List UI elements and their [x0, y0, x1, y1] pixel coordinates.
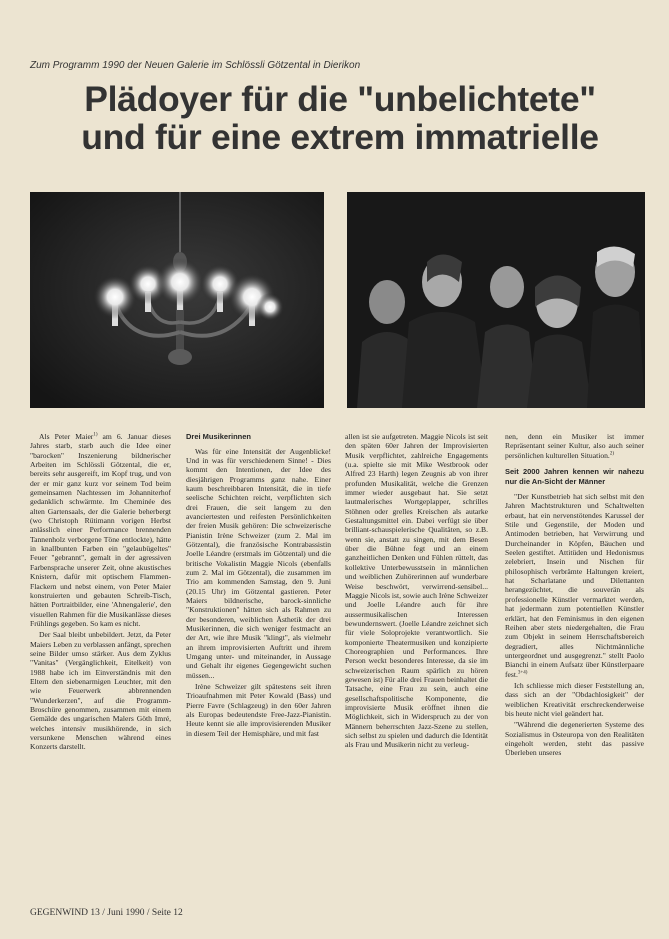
kicker-line: Zum Programm 1990 der Neuen Galerie im Schlössli Götzental in Dierikon: [30, 60, 361, 71]
paragraph: Was für eine Intensität der Augenblicke! Und in was für verschiedenem Sinne! - Dies kommt den Intentionen, der Idee des diesjährigen Programms ganz nahe. Einer kaum beschreibbaren Intensität, die in tiefe seelische Schichten reicht, verpflichten sich drei Frauen, die seit langem zu den avanciertesten und reifesten Persönlichkeiten der freien Musik gehören: Die schweizerische Pianistin Irène Schweizer (zum 2. Mal im Götzental), die französische Kontrabassistin Joelle Léandre (erstmals im Götzental) und die britische Vokalistin Maggie Nicols (ebenfalls zum 2. Mal im Götzental), die zusammen im Trio am kommenden Samstag, den 9. Juni (20.15 Uhr) im Götzental gastieren. Peter Maiers bildnerische, barock-sinnliche "Konstruktionen" hätten sich als Rahmen zu der besonderen, weiblichen Ästhetik der drei Musikerinnen, die sich weniger festmacht an der Art, wie ihre Musik "klingt", als vielmehr an ihrem improvisierten Auftritt und ihrem Umgang unter- und miteinander, in Aussage und Gehalt ihr eigenes Gegengewicht suchen müssen...: [186, 446, 331, 680]
musicians-group-image: [347, 192, 645, 408]
title-line-2: und für eine extrem immatrielle: [81, 117, 599, 157]
text-column-1: [30, 432, 171, 842]
article-title: [30, 80, 650, 156]
section-heading: Drei Musikerinnen: [186, 432, 252, 441]
paragraph: Ich schliesse mich dieser Feststellung an, dass sich an der "Obdachlosigkeit" der weiblichen Kreativität erschreckenderweise bis heute nicht viel geändert hat.: [505, 680, 644, 718]
chandelier-photo: [30, 192, 324, 408]
paragraph: nen, denn ein Musiker ist immer Repräsentant seiner Kultur, also auch seiner persönlichen kulturellen Situation.$^{2)}$: [505, 432, 644, 460]
musicians-photo: [347, 192, 645, 408]
title-line-1: Plädoyer für die "unbelichtete": [84, 79, 596, 119]
section-heading: Seit 2000 Jahren kennen wir nahezu nur die An-Sicht der Männer: [505, 467, 644, 486]
text-column-4: [505, 432, 644, 842]
paragraph: Als Peter Maier$^{1)}$ am 6. Januar dieses Jahres starb, starb auch die Idee einer "barocken" Inszenierung bildnerischer Arbeiten im Schlössli Götzental, die er, bereits sehr ausgereift, im Kopf trug, und von der er mir ganz kurz vor seinem Tod beim gemeinsamen Nachtessen im Johanniterhof gedanklich schwärmte. Im Cheminée des alten Gartensaals, der die Galerie beherbergt (wo Christoph Rütimann vorigen Herbst anlässlich einer Performance brennenden Tannenholz verborgene Töne entlockte), hätte in knallbunten Farben ein "gelaubügeltes" Feuer "gebrannt", gemalt in der agressiven Farbensprache unserer Zeit, ohne akustisches Knistern, dafür mit optischem Flammen-Flackern und nebst einem, von Peter Maier konstruierten und gebauten Schreib-Tisch, hätten Portraitbilder, eine 'Ahnengalerie', den visuellen Rahmen für die Musikanlässe dieses Frühlings gegeben. So kam es nicht.: [30, 432, 171, 628]
paragraph: Der Saal bleibt unbebildert. Jetzt, da Peter Maiers Leben zu verblassen anfängt, sprechen seine Bilder umso stärker. Aus dem Zyklus "Vanitas" (Vergänglichkeit, Eitelkeit) von 1988 habe ich im Einverständnis mit den Eltern den siebenarmigen Leuchter, mit den wie Feuerwerk abbrennenden "Wunderkerzen", auf die Programm-Broschüre genommen, zusammen mit einem Gemälde des ungarischen Malers Göth Imré, welches intensiv musikhörende, in sich versunkene Menschen während eines Konzerts darstellt.: [30, 630, 171, 752]
page-footer: GEGENWIND 13 / Juni 1990 / Seite 12: [30, 908, 183, 918]
paragraph: "Der Kunstbetrieb hat sich selbst mit den Jahren Machtstrukturen und Schaltwelten erbaut, hat ein nervenstötendes Karussel der Stile und Gegenstile, der Moden und Antimoden betrieben, hat Verwirrung und Durcheinander in Köpfen, Bäuchen und Seelen gestiftet. Attitüden und Hedonismus zelebriert, Insein und Nischen für philosophisch verbrämte Haltungen kreiert, hat Scharlatane und Dilettanten herangezüchtet, die souverän als professionelle Künstler vermarktet werden, hat jedermann zum potentiellen Künstler erklärt, hat den Feminismus in den eigenen Reihen aber stets niedergehalten, die Frau zum Objekt in seinem Herrschaftsbereich degradiert, alles Nichtmännliche untergeordnet und ausgegrenzt." stellt Paolo Bianchi in einem Aufsatz über Künstlerpaare fest.$^{3+4)}$: [505, 492, 644, 679]
text-column-2: [186, 432, 331, 842]
paragraph: "Während die degenerierten Systeme des Sozialismus in Osteuropa von den Realitäten eingeholt werden, steht das passive Überleben unseres: [505, 720, 644, 758]
chandelier-image: [30, 192, 324, 408]
paragraph: Irène Schweizer gilt spätestens seit ihren Trioaufnahmen mit Peter Kowald (Bass) und Pierre Favre (Schlagzeug) in den 60er Jahren als Europas bedeutendste Free-Jazz-Pianistin. Heute kennt sie alle improvisierenden Musiker in diesem Teil der Hemisphäre, und mit fast: [186, 682, 331, 738]
text-column-3: [345, 432, 488, 842]
paragraph: allen ist sie aufgetreten. Maggie Nicols ist seit den späten 60er Jahren der Improvisierten Musik verpflichtet, zahlreiche Engagements (u.a. spielte sie mit Mike Westbrook oder Alfred 23 Harth) legen Zeugnis ab von ihrer profunden Musikalität, welche die Grenzen immer wieder ausgebaut hat. Sie setzt lautmalerisches Wortgeplapper, schrilles Stöhnen oder grelles Kreischen als autarke Gestaltungsmittel ein. Dabei verfügt sie über brilliant-schauspielerische Qualitäten, so z.B. wenn sie, anstatt zu singen, mit dem Besen über die Bühne fegt und an einem ganzheitlichen Denken und Fühlen rüttelt, das kollektive Unterbewusstsein in männlichen und weiblichen Zuhörerinnen auf wunderbare Weise beschwört, verwirrend-sensibel... Maggie Nicols ist, sowie auch Irène Schweizer und Joelle Léandre auch für ihre aussermusikalischen Interessen bewundernswert. (Joelle Léandre zeichnet sich für viele Soloprojekte verantwortlich. Sie komponierte Theatermusiken und konzipierte Choreographien und Performances. Ihre Person weckt besonderes Interesse, da sie im schweizerischen Raum spärlich zu hören gewesen ist) Für alle drei Frauen beinhaltet die Tatsache, eine Frau zu sein, auch eine gesellschaftspolitische Komponente, die improvisierte Musik eröffnet ihnen die Möglichkeit, sich in Widerspruch zu der von Männern beherrschten Jazz-Szene zu stellen, sich selbst zu spielen und dadurch die Identität als Frau und Musikerin nicht zu verleug-: [345, 432, 488, 750]
